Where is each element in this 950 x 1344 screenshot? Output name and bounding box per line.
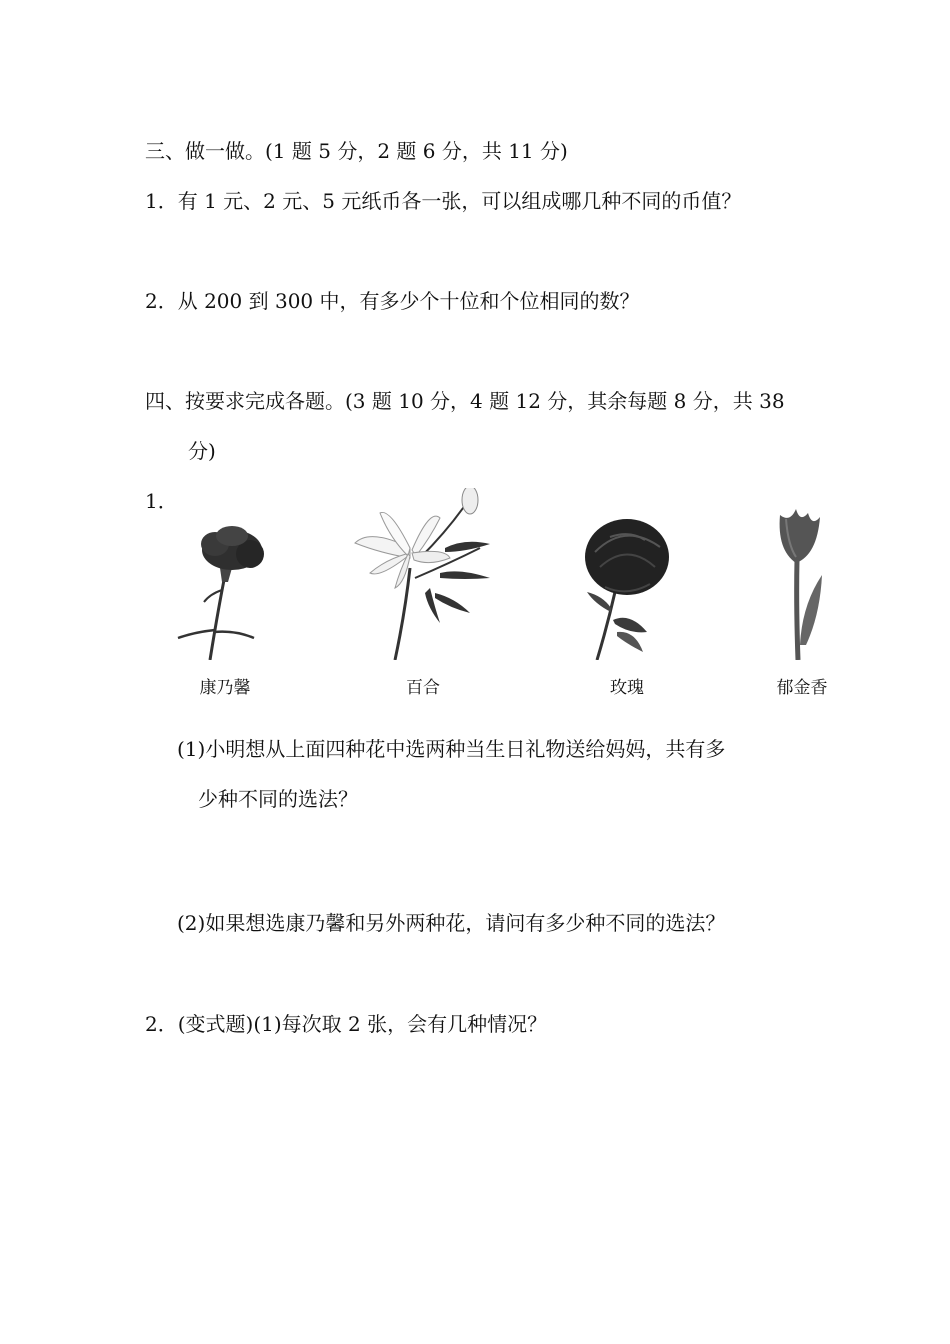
question-3-2: 2．从 200 到 300 中，有多少个十位和个位相同的数？ xyxy=(145,289,640,313)
flower-label-carnation: 康乃馨 xyxy=(199,678,251,698)
section4-heading: 四、按要求完成各题。(3 题 10 分，4 题 12 分，其余每题 8 分，共 38 xyxy=(145,389,785,413)
question-4-1-number: 1． xyxy=(145,489,178,513)
flower-label-lily: 百合 xyxy=(406,678,440,698)
question-4-1-part1: (1)小明想从上面四种花中选两种当生日礼物送给妈妈，共有多 xyxy=(177,737,726,761)
question-4-1-part1-cont: 少种不同的选法？ xyxy=(198,787,358,811)
flower-label-rose: 玫瑰 xyxy=(610,678,644,698)
section4-heading-cont: 分) xyxy=(188,439,216,463)
tulip-icon xyxy=(772,505,832,660)
question-4-1-part2: (2)如果想选康乃馨和另外两种花，请问有多少种不同的选法？ xyxy=(177,911,726,935)
question-4-2: 2．(变式题)(1)每次取 2 张，会有几种情况？ xyxy=(145,1012,548,1036)
rose-icon xyxy=(575,512,680,660)
flower-label-tulip: 郁金香 xyxy=(776,678,828,698)
question-3-1: 1．有 1 元、2 元、5 元纸币各一张，可以组成哪几种不同的币值？ xyxy=(145,189,742,213)
lily-icon xyxy=(350,488,500,660)
section3-heading: 三、做一做。(1 题 5 分，2 题 6 分，共 11 分) xyxy=(145,139,568,163)
carnation-icon xyxy=(170,520,280,660)
